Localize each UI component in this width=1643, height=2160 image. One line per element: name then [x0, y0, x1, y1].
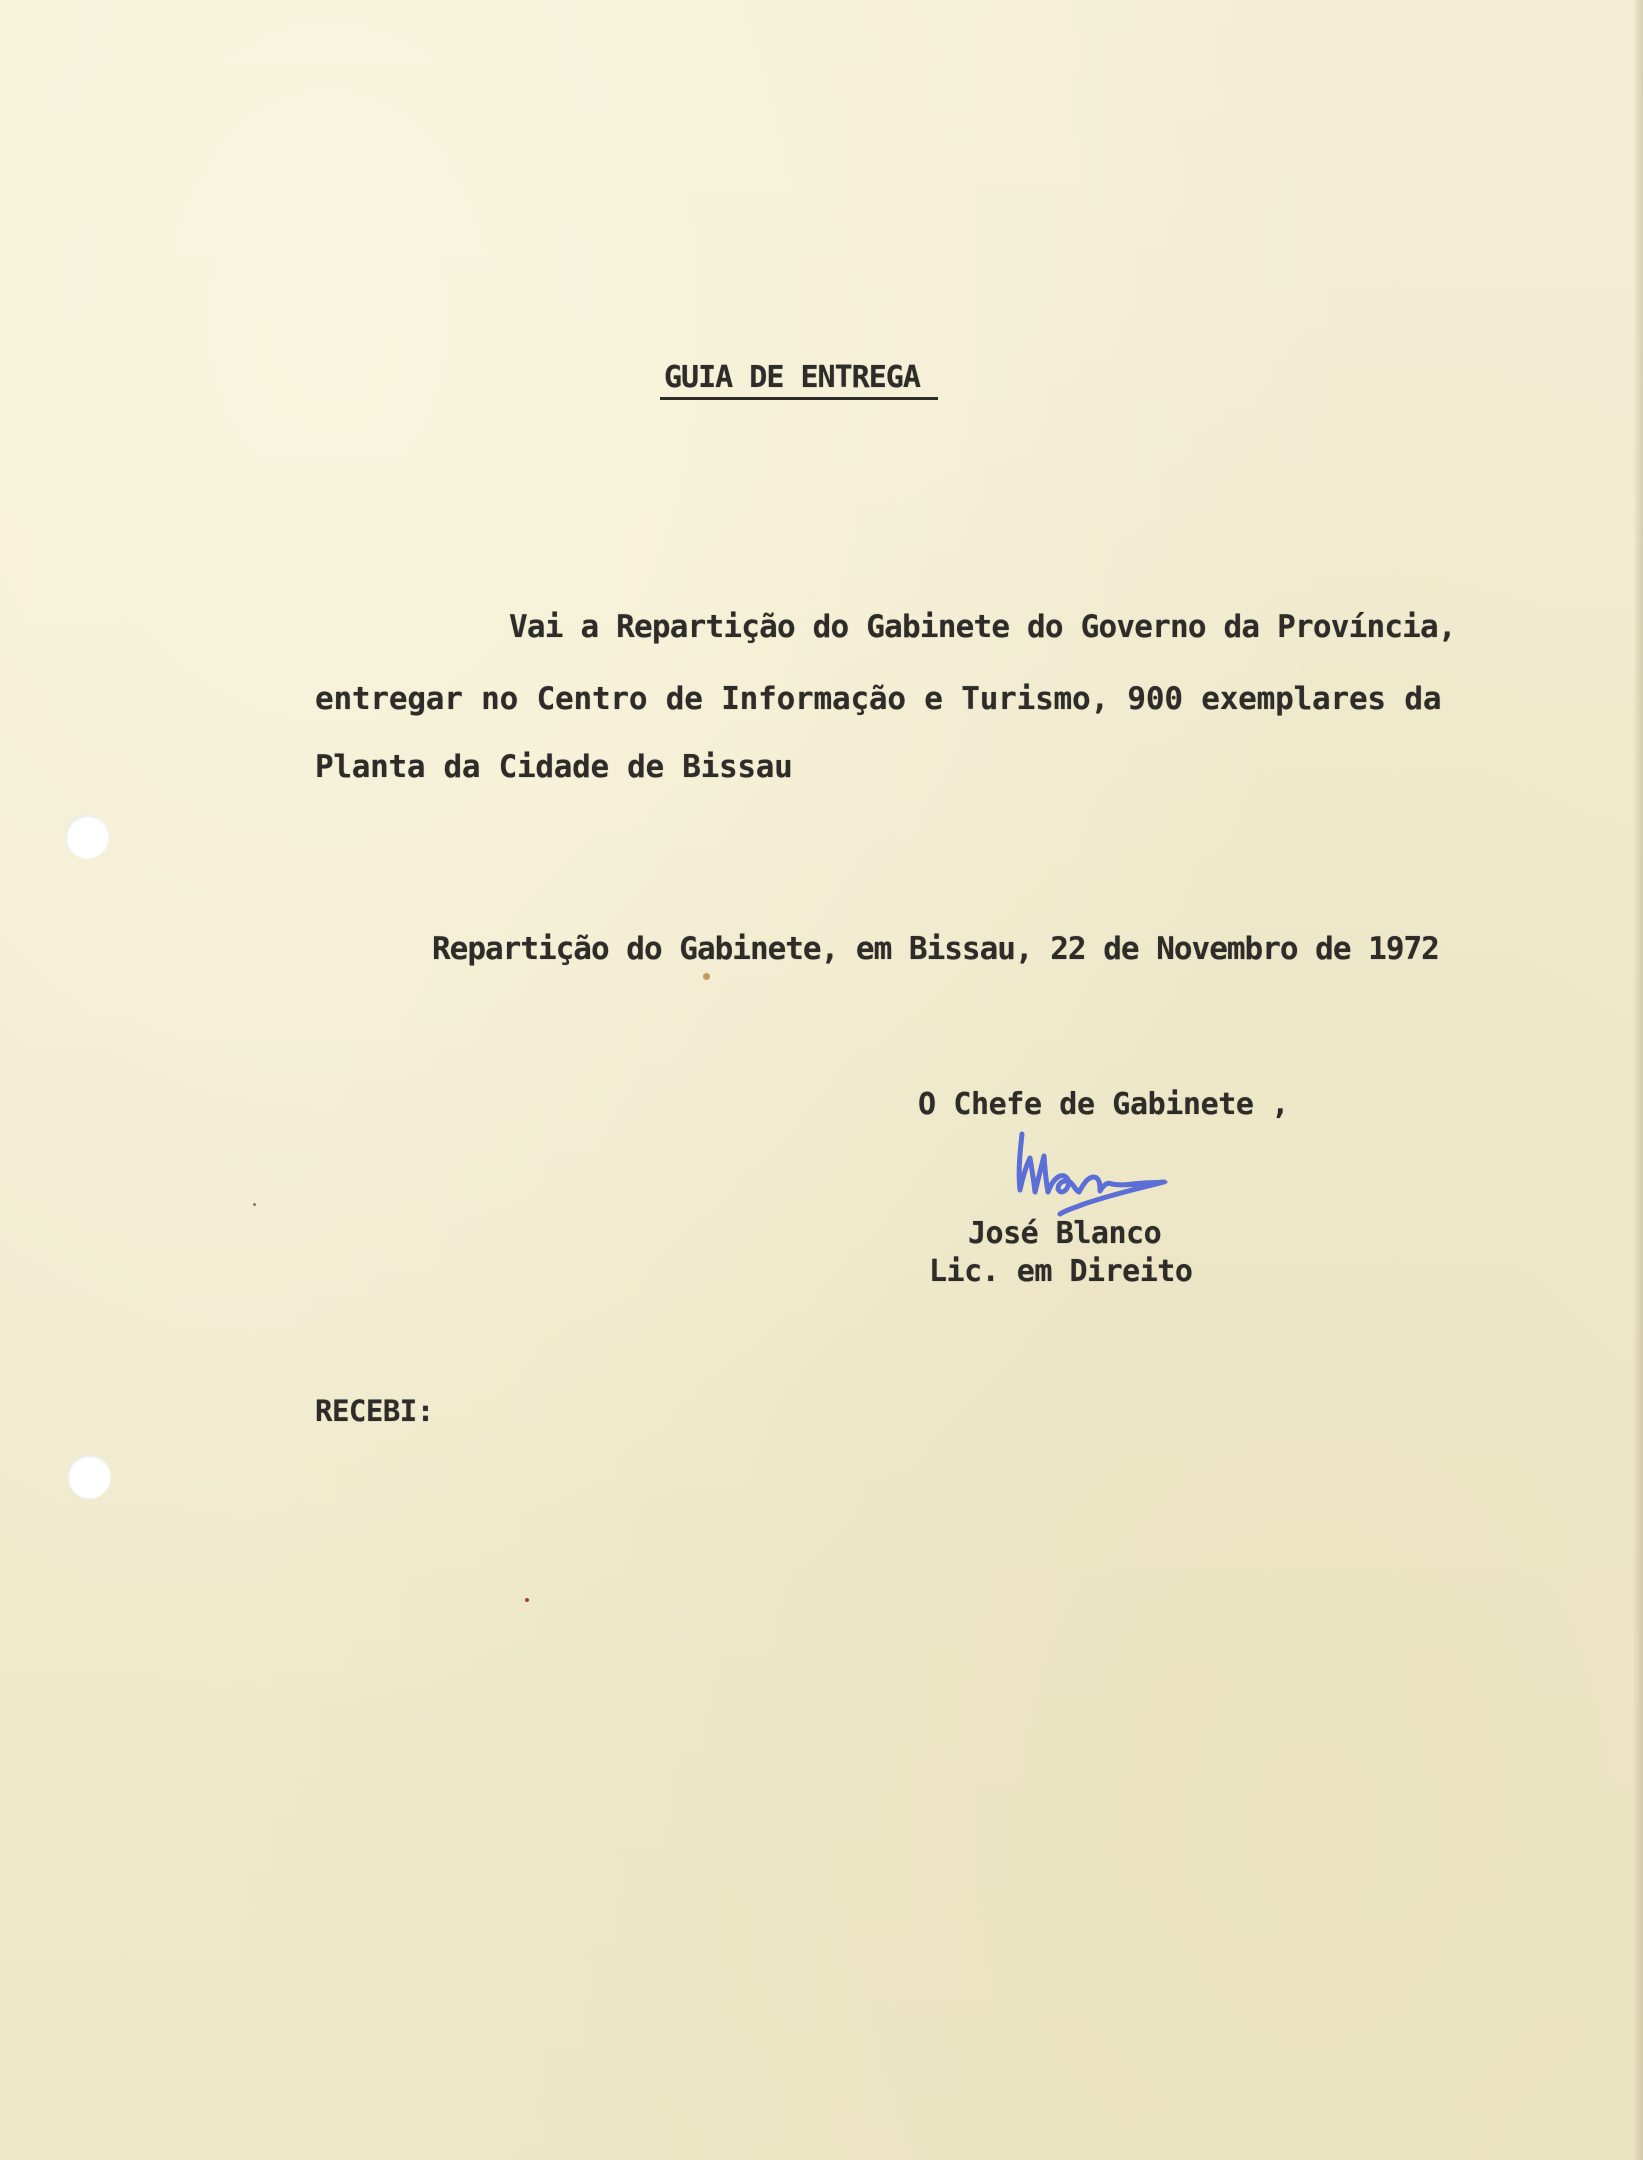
punch-hole-top [65, 815, 109, 859]
signatory-role: O Chefe de Gabinete , [918, 1087, 1289, 1122]
signatory-name: José Blanco [968, 1216, 1162, 1251]
page-edge-shadow [1633, 0, 1643, 2160]
place-date-line: Repartição do Gabinete, em Bissau, 22 de Novembro de 1972 [432, 931, 1439, 967]
paper-speck [703, 973, 710, 980]
received-label: RECEBI: [315, 1394, 434, 1428]
body-line-2: entregar no Centro de Informação e Turismo, 900 exemplares da [315, 681, 1442, 717]
punch-hole-bottom [67, 1455, 111, 1499]
document-title: GUIA DE ENTREGA [660, 363, 938, 400]
paper-speck [253, 1203, 256, 1206]
signatory-title: Lic. em Direito [929, 1254, 1193, 1289]
paper-speck [525, 1598, 529, 1602]
body-line-1: Vai a Repartição do Gabinete do Governo da Província, [509, 609, 1456, 645]
body-line-3: Planta da Cidade de Bissau [315, 749, 793, 785]
